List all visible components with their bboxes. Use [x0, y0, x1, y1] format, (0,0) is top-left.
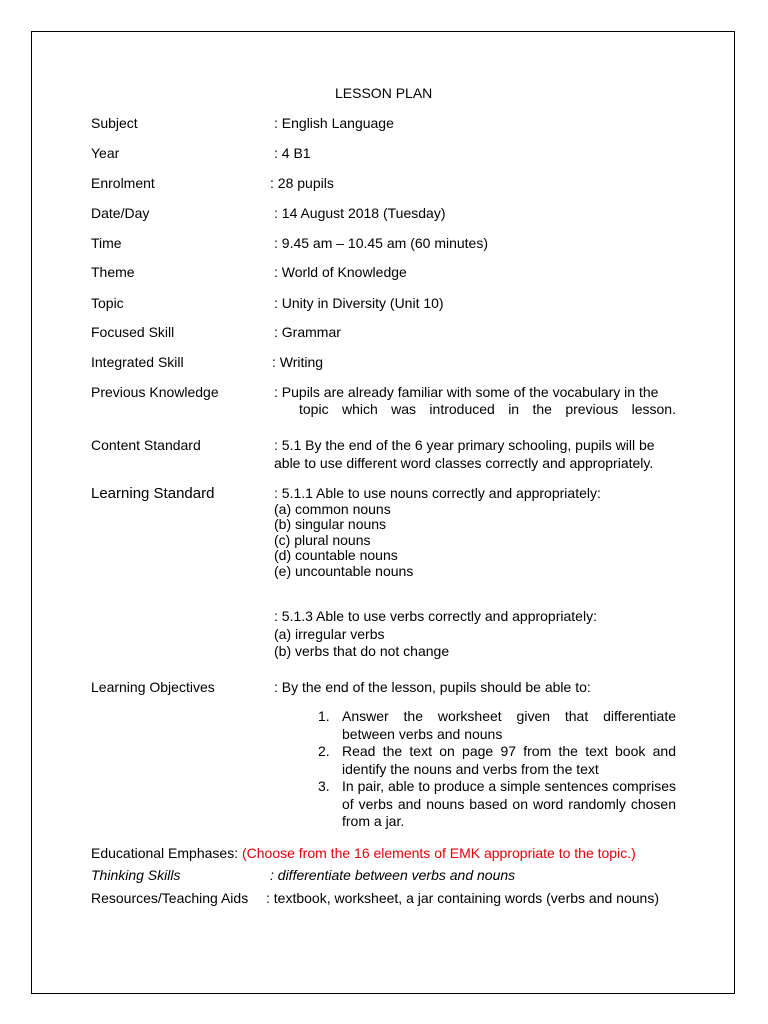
year-label: Year — [91, 145, 120, 161]
objective-number: 2. — [318, 743, 330, 759]
focused-skill-value: : Grammar — [274, 324, 341, 340]
integrated-skill-label: Integrated Skill — [91, 354, 184, 370]
year-value: : 4 B1 — [274, 145, 311, 161]
time-label: Time — [91, 235, 122, 251]
nouns-heading: : 5.1.1 Able to use nouns correctly and appropriately: — [274, 485, 601, 501]
date-value: : 14 August 2018 (Tuesday) — [274, 205, 446, 221]
topic-label: Topic — [91, 295, 124, 311]
nouns-item: (c) plural nouns — [274, 531, 371, 548]
objective-item — [318, 708, 676, 743]
subject-label: Subject — [91, 115, 138, 131]
resources-value: : textbook, worksheet, a jar containing words (verbs and nouns) — [266, 890, 659, 906]
objective-item — [318, 743, 676, 778]
integrated-skill-value: : Writing — [272, 354, 324, 370]
time-value: : 9.45 am – 10.45 am (60 minutes) — [274, 235, 488, 251]
resources-label: Resources/Teaching Aids — [91, 890, 249, 906]
objective-number: 1. — [318, 708, 330, 724]
thinking-skills-label: Thinking Skills — [91, 867, 181, 883]
educational-emphases — [91, 845, 636, 862]
verbs-item: (a) irregular verbs — [274, 625, 385, 642]
nouns-item: (b) singular nouns — [274, 516, 387, 532]
learning-objectives-list — [318, 708, 676, 831]
objective-text: Answer the worksheet given that differentiate between verbs and nouns — [342, 708, 676, 742]
verbs-heading: : 5.1.3 Able to use verbs correctly and appropriately: — [274, 608, 597, 624]
learning-standard-nouns — [274, 486, 601, 579]
objective-item — [318, 778, 676, 831]
page-title: LESSON PLAN — [335, 85, 433, 101]
learning-objectives-intro: : By the end of the lesson, pupils should be able to: — [274, 679, 591, 695]
theme-label: Theme — [91, 264, 135, 280]
enrolment-label: Enrolment — [91, 175, 155, 191]
educational-emphases-label: Educational Emphases: — [91, 845, 239, 861]
content-standard-line-1: : 5.1 By the end of the 6 year primary schooling, pupils will be — [274, 437, 655, 453]
learning-standard-label: Learning Standard — [91, 485, 215, 502]
nouns-item: (d) countable nouns — [274, 547, 398, 563]
previous-knowledge-line-2: topic which was introduced in the previous lesson. — [299, 401, 676, 417]
verbs-item: (b) verbs that do not change — [274, 643, 450, 659]
learning-objectives-label: Learning Objectives — [91, 679, 215, 695]
content-standard-line-2: able to use different word classes correctly and appropriately. — [274, 455, 654, 471]
focused-skill-label: Focused Skill — [91, 324, 175, 340]
date-label: Date/Day — [91, 205, 150, 221]
learning-standard-verbs — [274, 608, 597, 661]
previous-knowledge-line-1: : Pupils are already familiar with some of the vocabulary in the — [274, 384, 659, 400]
thinking-skills-value: : differentiate between verbs and nouns — [270, 867, 516, 883]
theme-value: : World of Knowledge — [274, 264, 407, 280]
nouns-item: (e) uncountable nouns — [274, 562, 414, 579]
previous-knowledge-label: Previous Knowledge — [91, 384, 219, 400]
objective-text: Read the text on page 97 from the text book and identify the nouns and verbs from the text — [342, 743, 676, 777]
objective-text: In pair, able to produce a simple sentences comprises of verbs and nouns based on word randomly chosen from a jar. — [342, 778, 676, 829]
enrolment-value: : 28 pupils — [270, 175, 334, 191]
objective-number: 3. — [318, 778, 330, 794]
topic-value: : Unity in Diversity (Unit 10) — [274, 295, 444, 311]
nouns-item: (a) common nouns — [274, 500, 391, 517]
educational-emphases-note: (Choose from the 16 elements of EMK appropriate to the topic.) — [241, 845, 636, 861]
subject-value: : English Language — [274, 115, 394, 131]
content-standard-label: Content Standard — [91, 437, 201, 453]
